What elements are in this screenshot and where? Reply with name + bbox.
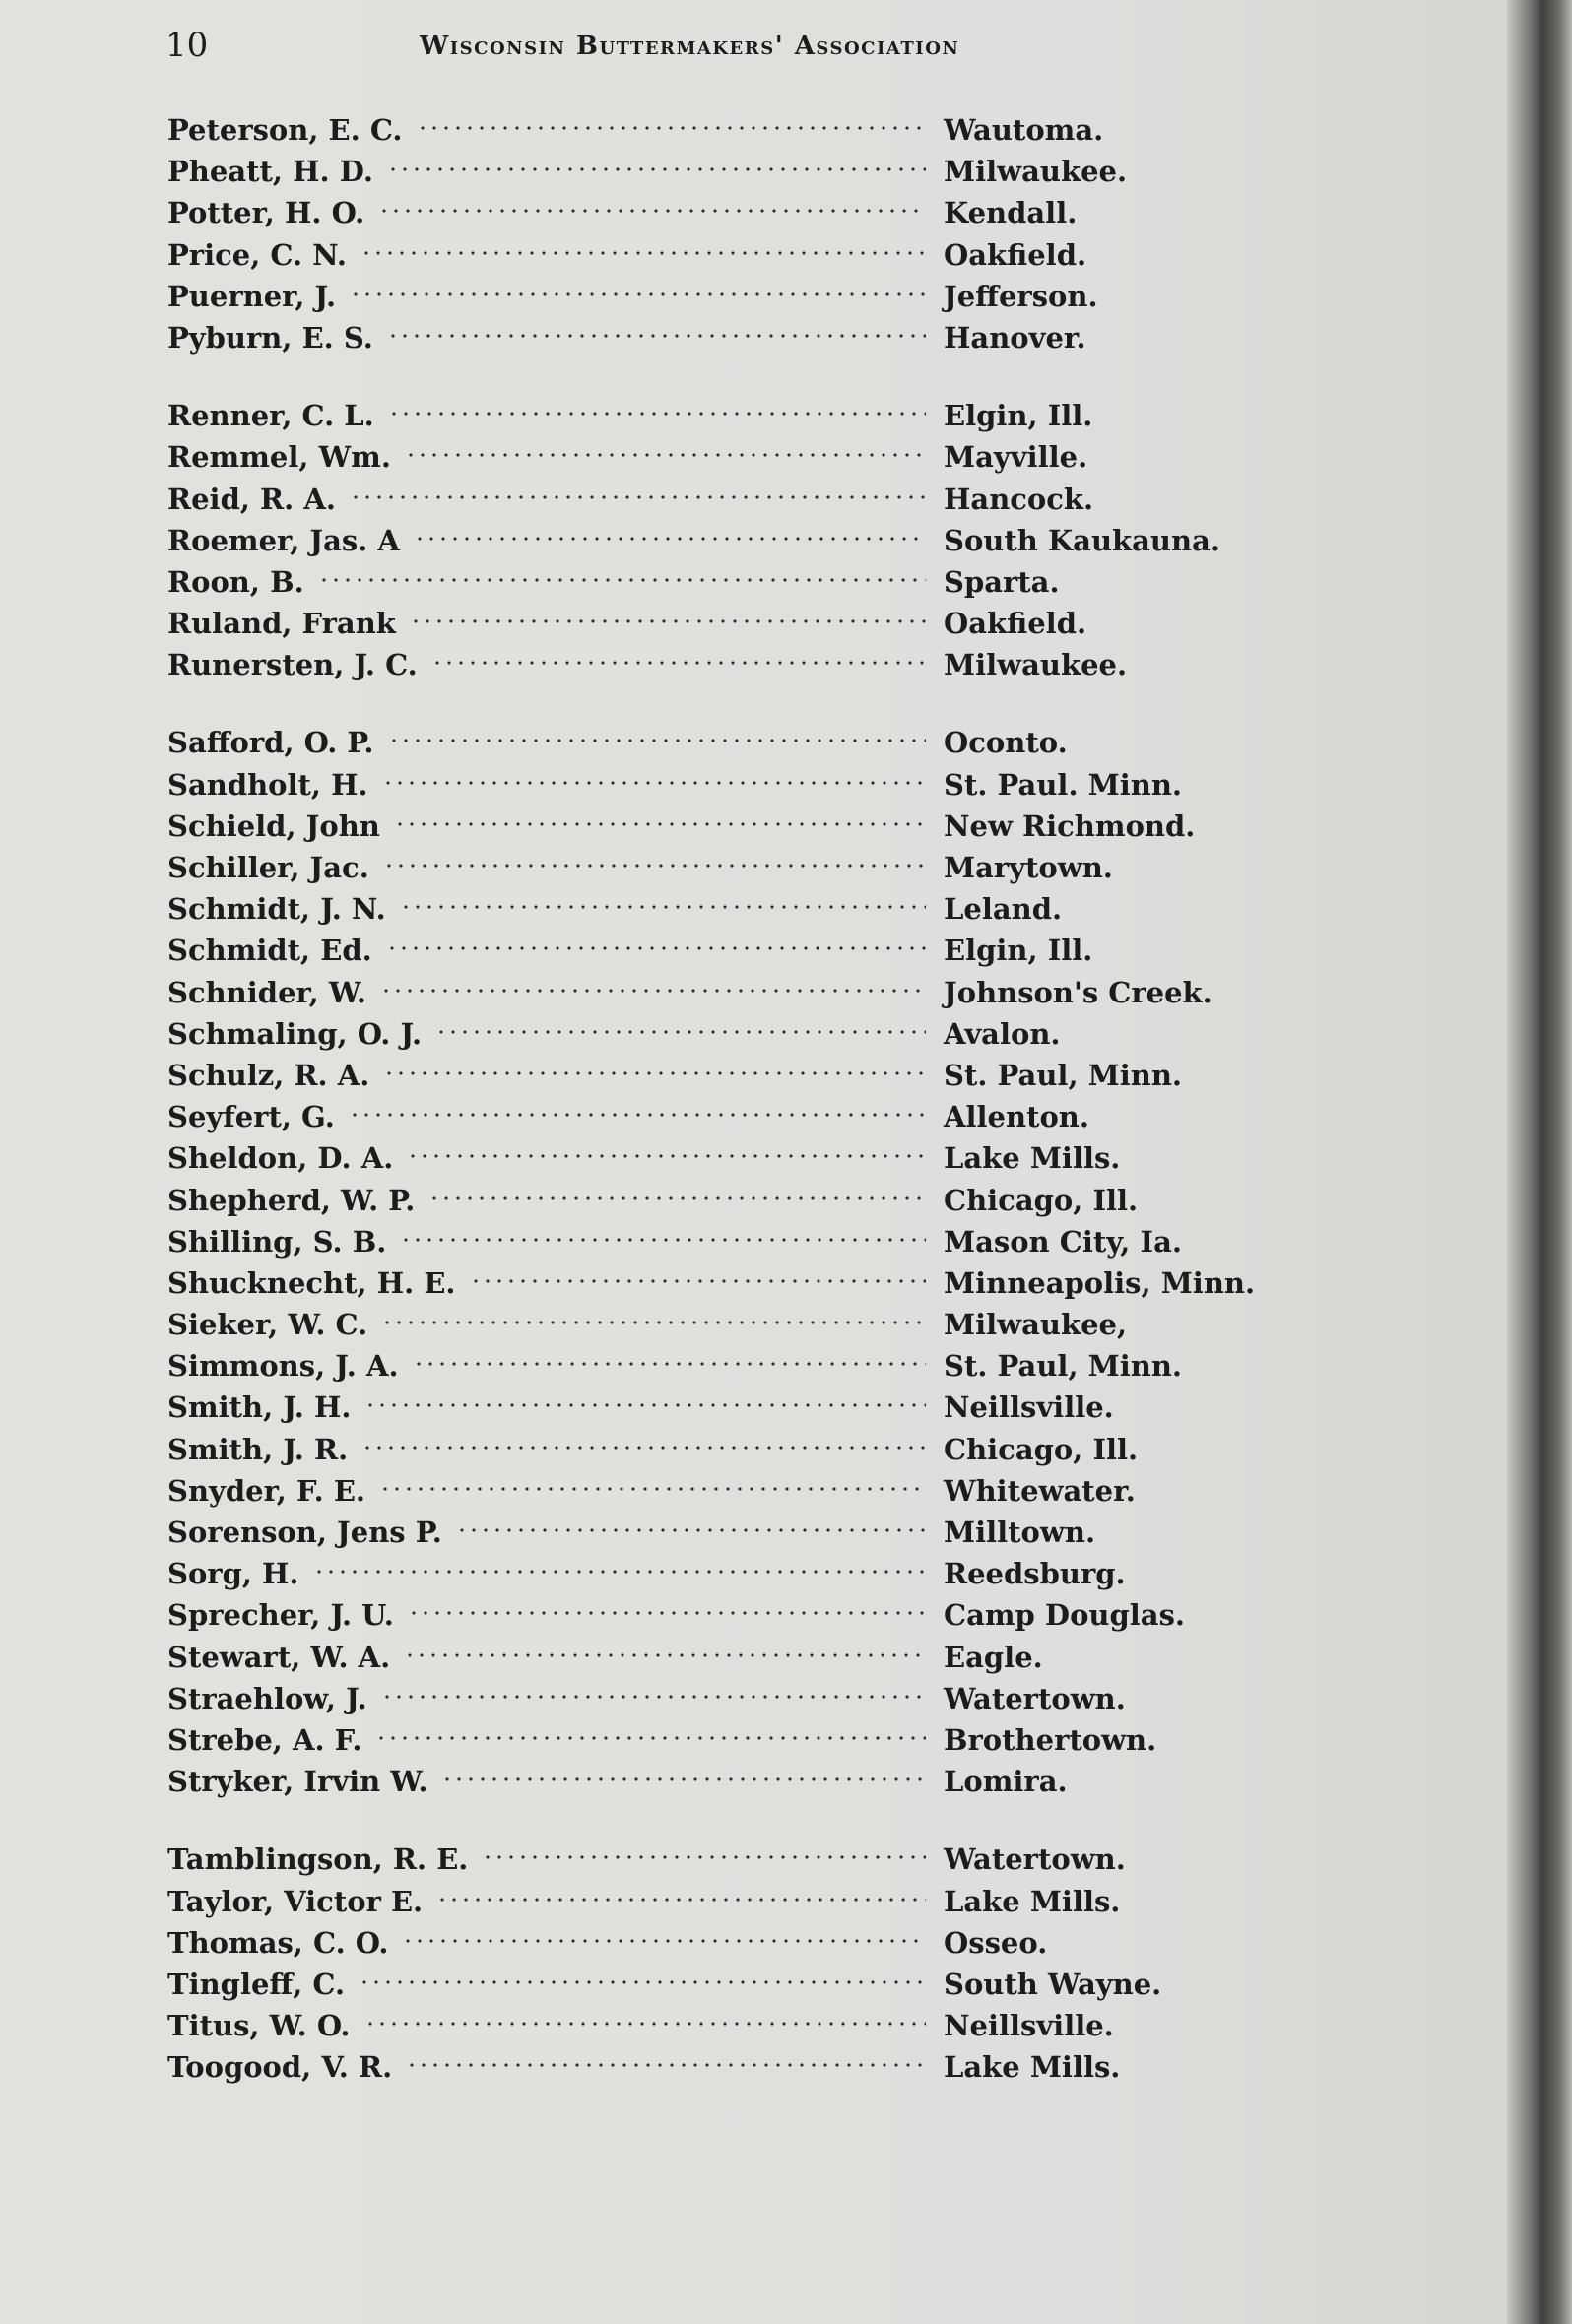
member-name: Seyfert, G.	[167, 1100, 335, 1134]
member-name: Sandholt, H.	[167, 767, 368, 802]
dot-leader	[406, 2035, 926, 2077]
dot-leader	[408, 1583, 926, 1625]
member-name: Roemer, Jas. A	[167, 523, 400, 557]
member-entry	[167, 98, 1290, 147]
page-number: 10	[165, 26, 209, 65]
member-name: Shepherd, W. P.	[167, 1183, 416, 1217]
dot-leader	[381, 1667, 926, 1709]
member-name: Schmaling, O. J.	[167, 1016, 423, 1051]
member-name: Shilling, S. B.	[167, 1224, 387, 1259]
dot-leader	[407, 1127, 926, 1168]
member-name: Tamblingson, R. E.	[167, 1842, 469, 1877]
member-location: Neillsville.	[944, 2009, 1114, 2043]
dot-leader	[413, 1334, 926, 1376]
member-location: Elgin, Ill.	[944, 934, 1093, 968]
member-name: Sieker, W. C.	[167, 1308, 368, 1342]
dot-leader	[402, 1911, 926, 1953]
dot-leader	[379, 1459, 926, 1501]
member-location: Wautoma.	[944, 113, 1104, 147]
member-location: Oconto.	[944, 726, 1068, 760]
member-group	[167, 98, 1290, 355]
dot-leader	[388, 711, 927, 752]
member-location: Marytown.	[944, 851, 1113, 884]
dot-leader	[400, 877, 926, 919]
member-location: Sparta.	[944, 564, 1060, 599]
member-name: Sheldon, D. A.	[167, 1141, 394, 1176]
member-name: Ruland, Frank	[167, 607, 396, 641]
member-name: Pyburn, E. S.	[167, 320, 373, 355]
member-location: Oakfield.	[944, 237, 1087, 272]
member-location: Johnson's Creek.	[944, 975, 1212, 1009]
member-location: Camp Douglas.	[944, 1598, 1186, 1633]
member-name: Sprecher, J. U.	[167, 1598, 394, 1633]
member-location: Milwaukee.	[944, 648, 1128, 682]
dot-leader	[387, 140, 926, 181]
member-location: Hancock.	[944, 482, 1094, 516]
member-location: New Richmond.	[944, 808, 1196, 843]
dot-leader	[382, 753, 926, 795]
dot-leader	[313, 1542, 926, 1583]
member-location: South Kaukauna.	[944, 523, 1220, 557]
member-location: Osseo.	[944, 1925, 1048, 1960]
member-name: Snyder, F. E.	[167, 1473, 366, 1508]
dot-leader	[387, 306, 926, 348]
member-name: Schiller, Jac.	[167, 851, 369, 884]
member-location: Lake Mills.	[944, 2050, 1121, 2085]
member-location: Milwaukee.	[944, 155, 1128, 189]
member-location: Kendall.	[944, 196, 1078, 230]
member-location: Watertown.	[944, 1681, 1126, 1715]
member-name: Toogood, V. R.	[167, 2050, 393, 2085]
dot-leader	[405, 425, 926, 467]
member-location: Chicago, Ill.	[944, 1183, 1139, 1217]
member-name: Price, C. N.	[167, 237, 347, 272]
member-name: Tingleff, C.	[167, 1967, 346, 2001]
member-location: Hanover.	[944, 320, 1086, 355]
member-name: Pheatt, H. D.	[167, 155, 373, 189]
member-group	[167, 711, 1290, 1799]
member-name: Thomas, C. O.	[167, 1925, 389, 1960]
member-location: St. Paul, Minn.	[944, 1349, 1183, 1384]
member-location: St. Paul, Minn.	[944, 1058, 1183, 1092]
member-name: Schmidt, J. N.	[167, 892, 386, 927]
member-name: Renner, C. L.	[167, 399, 374, 433]
member-location: Minneapolis, Minn.	[944, 1265, 1256, 1300]
member-location: Mason City, Ia.	[944, 1224, 1182, 1259]
dot-leader	[394, 795, 926, 836]
member-location: Milltown.	[944, 1516, 1096, 1549]
dot-leader	[361, 1418, 926, 1459]
member-location: South Wayne.	[944, 1967, 1162, 2001]
dot-leader	[350, 265, 926, 306]
dot-leader	[380, 961, 926, 1002]
dot-leader	[375, 1709, 926, 1750]
member-entry	[167, 384, 1290, 433]
member-location: Allenton.	[944, 1100, 1089, 1134]
member-name: Simmons, J. A.	[167, 1349, 399, 1384]
member-name: Puerner, J.	[167, 279, 337, 313]
member-name: Safford, O. P.	[167, 726, 374, 760]
member-name: Stewart, W. A.	[167, 1640, 391, 1674]
dot-leader	[360, 224, 926, 265]
member-group	[167, 1828, 1290, 2085]
dot-leader	[383, 836, 926, 877]
dot-leader	[381, 1293, 926, 1334]
book-spine	[1507, 0, 1572, 2324]
dot-leader	[414, 509, 926, 550]
dot-leader	[441, 1750, 926, 1791]
member-name: Schulz, R. A.	[167, 1058, 370, 1092]
page-header	[165, 26, 1249, 75]
dot-leader	[359, 1953, 926, 1994]
dot-leader	[428, 1169, 926, 1210]
member-name: Smith, J. R.	[167, 1432, 349, 1466]
member-name: Sorg, H.	[167, 1557, 299, 1591]
member-location: Lomira.	[944, 1765, 1068, 1799]
dot-leader	[364, 1994, 927, 2035]
member-location: Lake Mills.	[944, 1141, 1121, 1176]
dot-leader	[378, 181, 926, 223]
dot-leader	[318, 550, 926, 592]
dot-leader	[404, 1626, 926, 1667]
member-name: Sorenson, Jens P.	[167, 1516, 442, 1549]
member-name: Shucknecht, H. E.	[167, 1265, 456, 1300]
member-name: Schnider, W.	[167, 975, 367, 1009]
member-location: Milwaukee,	[944, 1308, 1128, 1342]
member-location: Brothertown.	[944, 1722, 1157, 1757]
member-name: Roon, B.	[167, 564, 304, 599]
member-name: Peterson, E. C.	[167, 113, 403, 147]
dot-leader	[400, 1210, 926, 1252]
member-name: Schield, John	[167, 808, 380, 843]
member-location: Leland.	[944, 892, 1063, 927]
member-location: Whitewater.	[944, 1473, 1136, 1508]
member-name: Taylor, Victor E.	[167, 1884, 424, 1918]
dot-leader	[364, 1376, 926, 1417]
member-location: Mayville.	[944, 440, 1088, 475]
member-location: Neillsville.	[944, 1390, 1114, 1425]
member-name: Smith, J. H.	[167, 1390, 352, 1425]
dot-leader	[386, 919, 926, 960]
dot-leader	[435, 1002, 926, 1044]
member-location: Lake Mills.	[944, 1884, 1121, 1918]
member-name: Stryker, Irvin W.	[167, 1765, 428, 1799]
member-entry	[167, 1828, 1290, 1877]
dot-leader	[431, 633, 926, 675]
member-listing	[167, 98, 1290, 2113]
member-group	[167, 384, 1290, 682]
member-location: Elgin, Ill.	[944, 399, 1093, 433]
dot-leader	[470, 1252, 926, 1293]
member-name: Straehlow, J.	[167, 1681, 367, 1715]
member-location: Avalon.	[944, 1016, 1061, 1051]
member-name: Runersten, J. C.	[167, 648, 418, 682]
member-location: St. Paul. Minn.	[944, 767, 1183, 802]
dot-leader	[349, 1085, 926, 1127]
running-title: Wisconsin Buttermakers' Association	[420, 32, 960, 61]
dot-leader	[383, 1044, 926, 1085]
member-location: Eagle.	[944, 1640, 1043, 1674]
member-name: Reid, R. A.	[167, 482, 336, 516]
member-name: Titus, W. O.	[167, 2009, 351, 2043]
dot-leader	[410, 592, 926, 633]
member-location: Jefferson.	[944, 279, 1098, 313]
member-location: Reedsburg.	[944, 1557, 1126, 1591]
dot-leader	[350, 468, 926, 509]
dot-leader	[482, 1828, 926, 1869]
dot-leader	[456, 1501, 926, 1542]
member-entry	[167, 711, 1290, 760]
member-location: Oakfield.	[944, 607, 1087, 641]
dot-leader	[388, 384, 926, 425]
dot-leader	[417, 98, 926, 140]
member-name: Remmel, Wm.	[167, 440, 391, 475]
member-location: Chicago, Ill.	[944, 1432, 1139, 1466]
member-name: Strebe, A. F.	[167, 1722, 362, 1757]
member-name: Schmidt, Ed.	[167, 934, 372, 968]
member-location: Watertown.	[944, 1842, 1126, 1877]
member-name: Potter, H. O.	[167, 196, 365, 230]
dot-leader	[436, 1870, 926, 1911]
